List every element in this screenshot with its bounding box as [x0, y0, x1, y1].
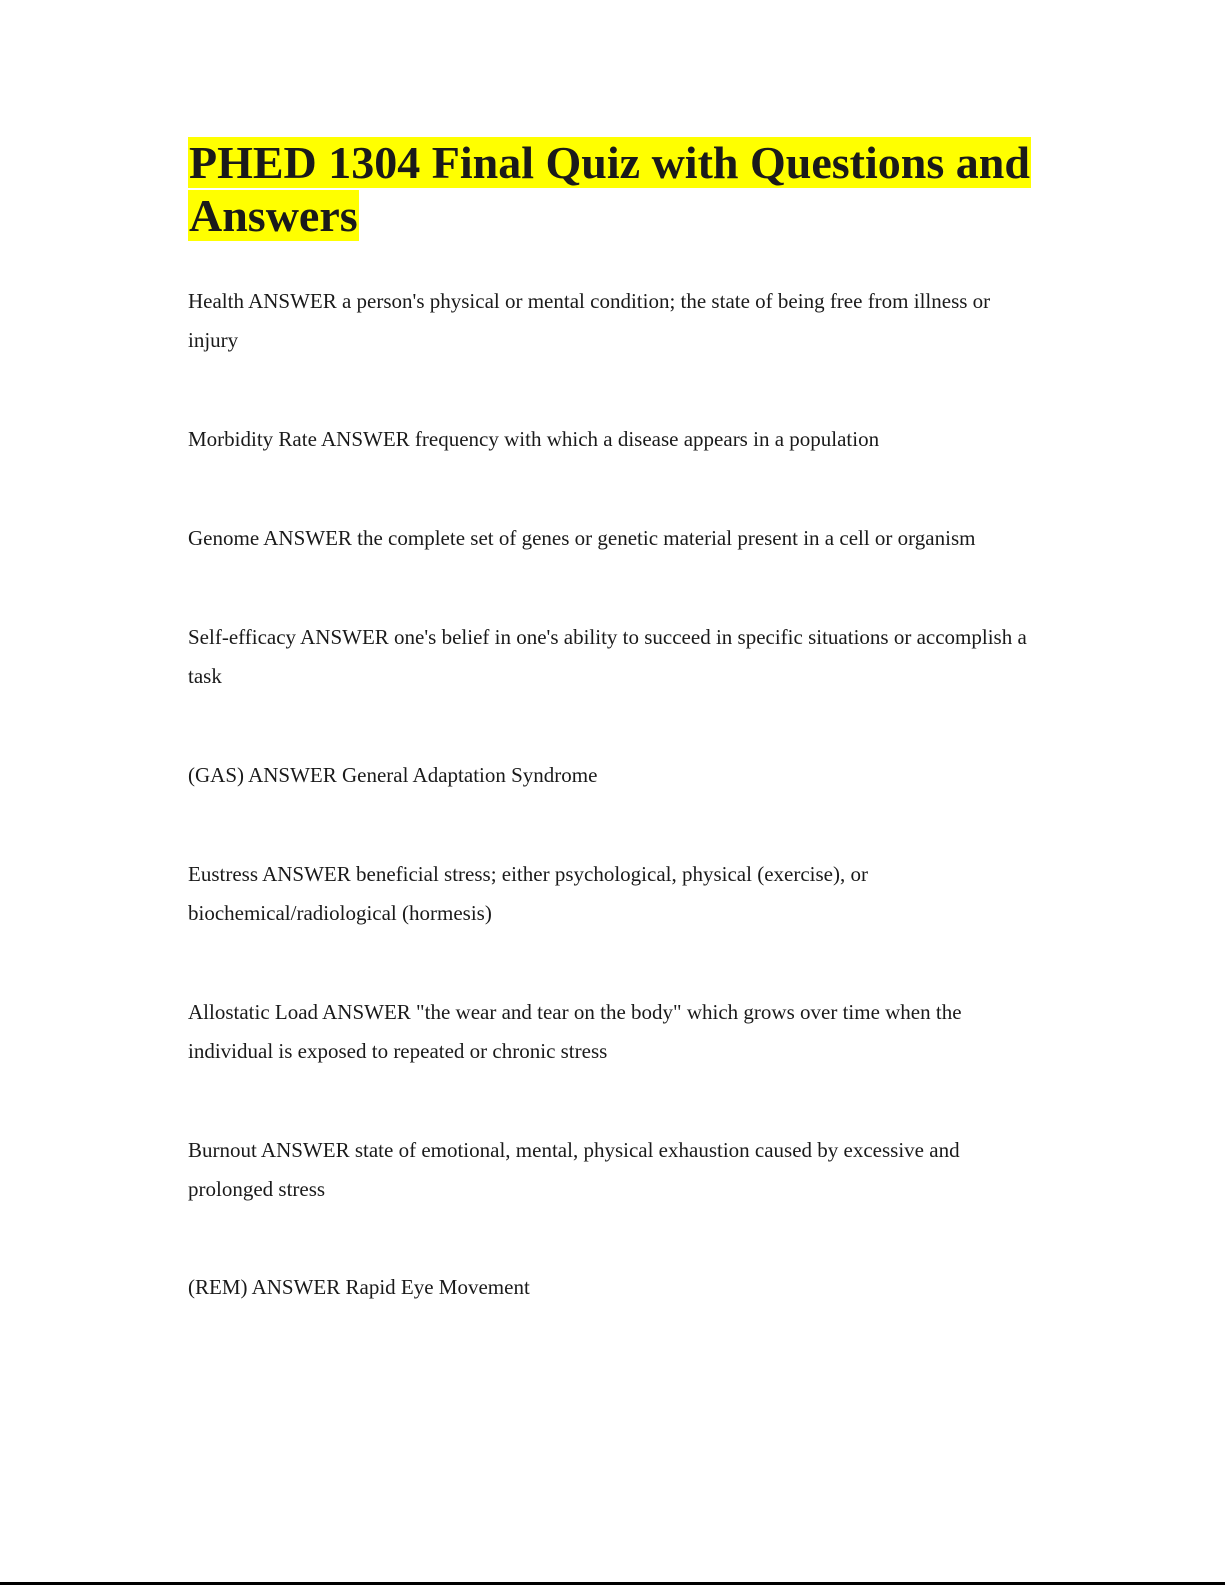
document-title — [188, 136, 1048, 242]
qa-entry-allostatic-load: Allostatic Load ANSWER "the wear and tear on the body" which grows over time when the individual is exposed to repeated or chronic stress — [188, 1000, 962, 1063]
title-highlight: PHED 1304 Final Quiz with Questions and Answers — [189, 137, 1030, 241]
qa-entry-morbidity-rate: Morbidity Rate ANSWER frequency with which a disease appears in a population — [188, 427, 880, 451]
qa-entry-gas: (GAS) ANSWER General Adaptation Syndrome — [188, 763, 598, 787]
qa-entry-health: Health ANSWER a person's physical or mental condition; the state of being free from illness or injury — [188, 289, 991, 352]
qa-entry-burnout: Burnout ANSWER state of emotional, mental, physical exhaustion caused by excessive and prolonged stress — [188, 1138, 960, 1201]
qa-entry-eustress: Eustress ANSWER beneficial stress; either psychological, physical (exercise), or biochemical/radiological (hormesis) — [188, 862, 868, 925]
qa-entry-self-efficacy: Self-efficacy ANSWER one's belief in one's ability to succeed in specific situations or accomplish a task — [188, 625, 1027, 688]
qa-entry-genome: Genome ANSWER the complete set of genes or genetic material present in a cell or organism — [188, 526, 976, 550]
qa-entry-rem: (REM) ANSWER Rapid Eye Movement — [188, 1275, 530, 1299]
